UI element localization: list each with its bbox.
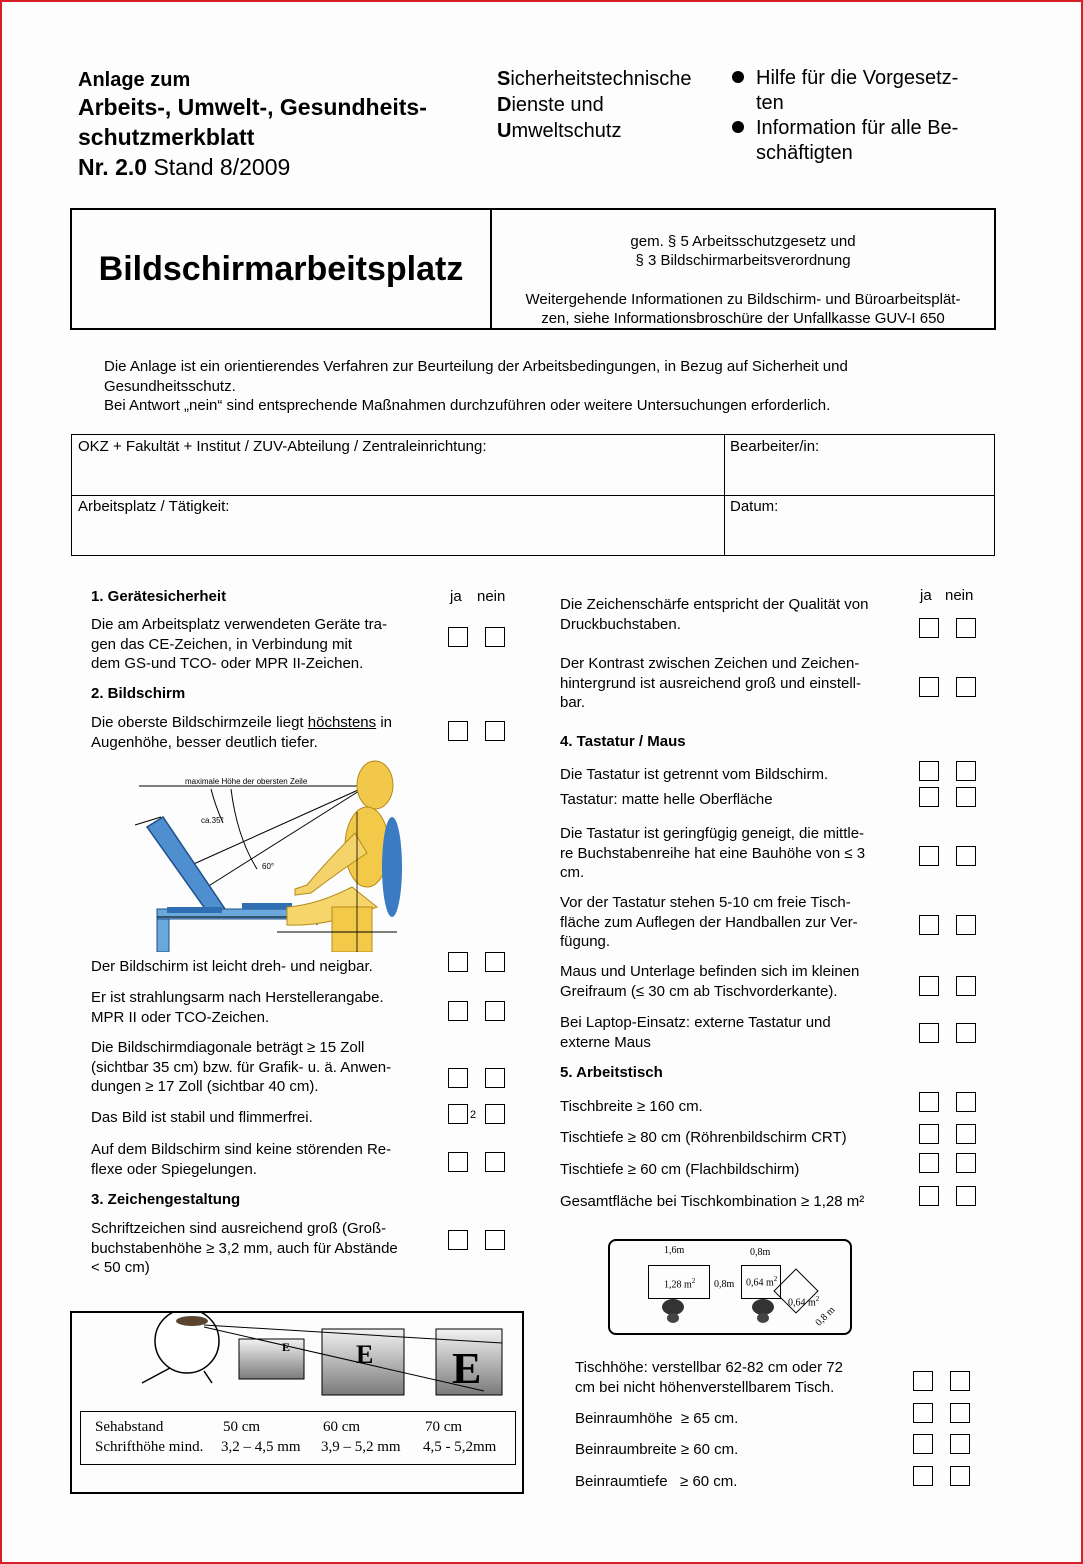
question-reflexe — [91, 1140, 391, 1179]
illus-angle-2: 60° — [262, 862, 275, 871]
checkbox-nein-beinraumbreite[interactable] — [950, 1434, 970, 1454]
field-datum-label: Datum: — [730, 498, 779, 515]
checkbox-nein-tischhoehe[interactable] — [950, 1371, 970, 1391]
audience-bullet-1 — [730, 66, 990, 116]
field-okz[interactable] — [72, 435, 724, 495]
checkbox-nein-diagonale[interactable] — [485, 1068, 505, 1088]
row1-60: 60 cm — [323, 1419, 361, 1435]
q-line: fügung. — [560, 933, 611, 950]
q-line: Schriftzeichen sind ausreichend groß (Groß- — [91, 1220, 387, 1237]
question-flimmerfrei: Das Bild ist stabil und flimmerfrei. — [91, 1109, 313, 1126]
checkbox-ja-reflexe[interactable] — [448, 1152, 468, 1172]
question-beinraumtiefe: Beinraumtiefe ≥ 60 cm. — [575, 1473, 738, 1490]
diag-sq: 2 — [773, 1275, 778, 1283]
checkbox-nein-ce[interactable] — [485, 627, 505, 647]
illus-label: maximale Höhe der obersten Zeile — [185, 777, 308, 786]
q-underline: höchstens — [307, 714, 377, 731]
checkbox-ja-gesamt[interactable] — [919, 1186, 939, 1206]
row2-label: Schrifthöhe mind. — [95, 1439, 204, 1455]
diag-width-1: 1,6m — [664, 1245, 685, 1256]
header-department — [497, 66, 727, 144]
question-tastatur-getrennt: Die Tastatur ist getrennt vom Bildschirm. — [560, 766, 829, 783]
dept-rest-1: icherheitstechnische — [510, 68, 692, 90]
checkbox-ja-getrennt[interactable] — [919, 761, 939, 781]
q-line: (sichtbar 35 cm) bzw. für Grafik- u. ä. Anwen- — [91, 1058, 392, 1076]
question-beinraumbreite: Beinraumbreite ≥ 60 cm. — [575, 1441, 739, 1458]
intro-line-2: Gesundheitsschutz. — [104, 377, 236, 395]
checkbox-ja-zeile[interactable] — [448, 721, 468, 741]
diag-width-2: 0,8m — [750, 1247, 771, 1258]
diag-sq: 2 — [815, 1295, 820, 1303]
field-arbeitsplatz[interactable] — [72, 495, 724, 555]
info-line-1: Weitergehende Informationen zu Bildschirm- und Büroarbeitsplät- — [525, 291, 961, 308]
diag-mid: 0,8m — [714, 1279, 735, 1290]
field-okz-label: OKZ + Fakultät + Institut / ZUV-Abteilung / Zentraleinrichtung: — [78, 438, 487, 455]
header-merkblatt-line2: schutzmerkblatt — [78, 124, 255, 150]
diag-area-1 — [664, 1277, 695, 1290]
law-line-2: § 3 Bildschirmarbeitsverordnung — [635, 252, 851, 269]
q-line: Der Kontrast zwischen Zeichen und Zeichen- — [560, 655, 860, 672]
checkbox-nein-tischbreite[interactable] — [956, 1092, 976, 1112]
header-left — [78, 68, 488, 182]
section-geraetesicherheit: 1. Gerätesicherheit — [91, 588, 227, 605]
q-line: Die Bildschirmdiagonale beträgt ≥ 15 Zoll — [91, 1039, 365, 1056]
checkbox-ja-beinraumhoehe[interactable] — [913, 1403, 933, 1423]
question-tastatur-matt: Tastatur: matte helle Oberfläche — [560, 791, 773, 808]
field-bearbeiter[interactable] — [724, 435, 994, 495]
checkbox-nein-strahlung[interactable] — [485, 1001, 505, 1021]
q-line: Tischhöhe: verstellbar 62-82 cm oder 72 — [575, 1359, 843, 1376]
checkbox-ja-tischhoehe[interactable] — [913, 1371, 933, 1391]
checkbox-ja-neigung[interactable] — [919, 846, 939, 866]
question-handballen — [560, 893, 858, 952]
diag-diagonal: 0,8 m — [813, 1304, 838, 1329]
question-schriftgroesse — [91, 1219, 398, 1278]
letter-e-medium: E — [356, 1340, 374, 1369]
q-line: Augenhöhe, besser deutlich tiefer. — [91, 733, 318, 751]
note-marker: 2 — [470, 1109, 477, 1121]
checkbox-nein-drehbar[interactable] — [485, 952, 505, 972]
q-line: Vor der Tastatur stehen 5-10 cm freie Tisch- — [560, 894, 851, 911]
checkbox-nein-tiefe-crt[interactable] — [956, 1124, 976, 1144]
q-line: Bei Laptop-Einsatz: externe Tastatur und — [560, 1014, 831, 1031]
checkbox-ja-flimmer[interactable] — [448, 1104, 468, 1124]
col-ja-left: ja — [450, 588, 462, 605]
q-line: fläche zum Auflegen der Handballen zur Ver- — [560, 913, 858, 931]
dept-line-3 — [497, 118, 727, 144]
audience-2-line1: Information für alle Be- — [756, 117, 959, 139]
question-tischtiefe-crt: Tischtiefe ≥ 80 cm (Röhrenbildschirm CRT) — [560, 1129, 847, 1146]
row1-label: Sehabstand — [95, 1419, 164, 1435]
letter-e-large: E — [452, 1344, 482, 1393]
section-tastatur-maus: 4. Tastatur / Maus — [560, 733, 686, 750]
checkbox-nein-getrennt[interactable] — [956, 761, 976, 781]
q-line: cm bei nicht höhenverstellbarem Tisch. — [575, 1378, 835, 1396]
checkbox-ja-schaerfe[interactable] — [919, 618, 939, 638]
info-table — [71, 434, 995, 556]
desk-combination-diagram — [608, 1239, 852, 1335]
header-anlage: Anlage zum — [78, 69, 191, 91]
law-line-1: gem. § 5 Arbeitsschutzgesetz und — [630, 233, 856, 250]
checkbox-ja-matt[interactable] — [919, 787, 939, 807]
question-tischhoehe — [575, 1358, 843, 1397]
field-datum[interactable] — [724, 495, 994, 555]
q-line: hintergrund ist ausreichend groß und einstell- — [560, 674, 862, 692]
checkbox-ja-strahlung[interactable] — [448, 1001, 468, 1021]
checkbox-ja-ce[interactable] — [448, 627, 468, 647]
title-legal-info — [492, 210, 994, 328]
eye-chart-illustration — [72, 1313, 522, 1408]
person-icon — [667, 1313, 679, 1323]
checkbox-ja-tiefe-flach[interactable] — [919, 1153, 939, 1173]
checkbox-nein-beinraumhoehe[interactable] — [950, 1403, 970, 1423]
checkbox-ja-tischbreite[interactable] — [919, 1092, 939, 1112]
q-line: Greifraum (≤ 30 cm ab Tischvorderkante). — [560, 982, 838, 1000]
diag-area-3-value: 0,64 m — [788, 1297, 816, 1309]
question-bildschirmzeile — [91, 713, 392, 752]
q-line: flexe oder Spiegelungen. — [91, 1160, 257, 1178]
dept-initial-2: D — [497, 94, 512, 116]
audience-1-line1: Hilfe für die Vorgesetz- — [756, 67, 959, 89]
q-line: buchstabenhöhe ≥ 3,2 mm, auch für Abstände — [91, 1239, 398, 1257]
checkbox-nein-gesamt[interactable] — [956, 1186, 976, 1206]
checkbox-ja-beinraumtiefe[interactable] — [913, 1466, 933, 1486]
section-zeichengestaltung: 3. Zeichengestaltung — [91, 1191, 241, 1208]
monitor-height-illustration — [127, 757, 412, 952]
row1-70: 70 cm — [425, 1419, 463, 1435]
reading-distance-figure — [70, 1311, 524, 1494]
q-line: Druckbuchstaben. — [560, 615, 681, 633]
row2-60: 3,9 – 5,2 mm — [321, 1439, 401, 1455]
row1-50: 50 cm — [223, 1419, 261, 1435]
checkbox-nein-maus[interactable] — [956, 976, 976, 996]
section-bildschirm: 2. Bildschirm — [91, 685, 186, 702]
checkbox-nein-reflexe[interactable] — [485, 1152, 505, 1172]
checkbox-nein-matt[interactable] — [956, 787, 976, 807]
reading-distance-table — [80, 1411, 516, 1465]
q-line: Er ist strahlungsarm nach Herstellerangabe. — [91, 989, 384, 1006]
col-nein-left: nein — [477, 588, 506, 605]
diag-area-3 — [788, 1295, 819, 1308]
page-title: Bildschirmarbeitsplatz — [72, 210, 492, 328]
q-line: Auf dem Bildschirm sind keine störenden Re- — [91, 1141, 392, 1158]
q-line: re Buchstabenreihe hat eine Bauhöhe von ≤ 3 — [560, 844, 866, 862]
dept-initial-3: U — [497, 120, 512, 142]
section-arbeitstisch: 5. Arbeitstisch — [560, 1064, 663, 1081]
question-ce-zeichen — [91, 615, 387, 674]
checkbox-ja-diagonale[interactable] — [448, 1068, 468, 1088]
dept-line-2 — [497, 92, 727, 118]
checkbox-ja-maus[interactable] — [919, 976, 939, 996]
title-box — [70, 208, 996, 330]
question-tastatur-neigung — [560, 824, 865, 883]
header-stand: Stand 8/2009 — [153, 154, 291, 180]
header-number — [78, 152, 488, 182]
q-part: in — [376, 714, 392, 731]
q-line: gen das CE-Zeichen, in Verbindung mit — [91, 635, 352, 653]
checkbox-nein-neigung[interactable] — [956, 846, 976, 866]
bullet-icon — [732, 121, 744, 133]
checkbox-ja-handballen[interactable] — [919, 915, 939, 935]
diag-area-2 — [746, 1275, 777, 1288]
checkbox-ja-tiefe-crt[interactable] — [919, 1124, 939, 1144]
question-gesamtflaeche: Gesamtfläche bei Tischkombination ≥ 1,28 m² — [560, 1193, 865, 1210]
checkbox-ja-drehbar[interactable] — [448, 952, 468, 972]
dept-rest-3: mweltschutz — [511, 120, 622, 142]
checkbox-ja-kontrast[interactable] — [919, 677, 939, 697]
checkbox-ja-schrift[interactable] — [448, 1230, 468, 1250]
question-strahlungsarm — [91, 988, 384, 1027]
question-laptop — [560, 1013, 831, 1052]
diag-area-1-value: 1,28 m — [664, 1279, 692, 1291]
intro-text — [104, 357, 964, 416]
checkbox-ja-beinraumbreite[interactable] — [913, 1434, 933, 1454]
question-kontrast — [560, 654, 861, 713]
header-merkblatt-line1: Arbeits-, Umwelt-, Gesundheits- — [78, 94, 427, 120]
dept-line-1 — [497, 66, 727, 92]
question-tischbreite: Tischbreite ≥ 160 cm. — [560, 1098, 703, 1115]
checkbox-nein-schaerfe[interactable] — [956, 618, 976, 638]
dept-rest-2: ienste und — [511, 94, 604, 116]
letter-e-small: E — [282, 1340, 291, 1354]
q-part: Die oberste Bildschirmzeile liegt — [91, 714, 308, 731]
checkbox-ja-laptop[interactable] — [919, 1023, 939, 1043]
checkbox-nein-laptop[interactable] — [956, 1023, 976, 1043]
q-line — [91, 713, 392, 733]
row2-50: 3,2 – 4,5 mm — [221, 1439, 301, 1455]
q-line: dungen ≥ 17 Zoll (sichtbar 40 cm). — [91, 1078, 319, 1095]
q-line: dem GS-und TCO- oder MPR II-Zeichen. — [91, 655, 364, 672]
q-line: MPR II oder TCO-Zeichen. — [91, 1008, 270, 1026]
bullet-icon — [732, 71, 744, 83]
col-ja-right: ja — [920, 587, 932, 604]
q-line: Die Zeichenschärfe entspricht der Qualität von — [560, 596, 869, 613]
diag-sq: 2 — [691, 1277, 696, 1285]
audience-2-line2: schäftigten — [756, 142, 853, 164]
audience-bullet-2 — [730, 116, 990, 166]
checkbox-nein-schrift[interactable] — [485, 1230, 505, 1250]
question-drehbar: Der Bildschirm ist leicht dreh- und neigbar. — [91, 958, 373, 975]
q-line: externe Maus — [560, 1033, 651, 1051]
intro-line-1: Die Anlage ist ein orientierendes Verfahren zur Beurteilung der Arbeitsbedingungen, in Bezug auf Sicherheit und — [104, 358, 848, 375]
dept-initial-1: S — [497, 68, 511, 90]
checkbox-nein-kontrast[interactable] — [956, 677, 976, 697]
checkbox-nein-tiefe-flach[interactable] — [956, 1153, 976, 1173]
checkbox-nein-flimmer[interactable] — [485, 1104, 505, 1124]
q-line: < 50 cm) — [91, 1259, 150, 1276]
illus-angle-1: ca.35° — [201, 816, 224, 825]
info-line-2: zen, siehe Informationsbroschüre der Unfallkasse GUV-I 650 — [541, 310, 945, 327]
q-line: bar. — [560, 694, 586, 711]
audience-1-line2: ten — [756, 92, 784, 114]
q-line: Die am Arbeitsplatz verwendeten Geräte tra- — [91, 616, 387, 633]
question-tischtiefe-flach: Tischtiefe ≥ 60 cm (Flachbildschirm) — [560, 1161, 800, 1178]
question-diagonale — [91, 1038, 391, 1097]
question-zeichenschaerfe — [560, 595, 869, 634]
header-nr: Nr. 2.0 — [78, 154, 148, 180]
checkbox-nein-zeile[interactable] — [485, 721, 505, 741]
q-line: Maus und Unterlage befinden sich im kleinen — [560, 963, 860, 980]
header-audience — [730, 66, 990, 166]
person-icon — [757, 1313, 769, 1323]
q-line: Die Tastatur ist geringfügig geneigt, die mittle- — [560, 825, 865, 842]
q-line: cm. — [560, 864, 585, 881]
checkbox-nein-handballen[interactable] — [956, 915, 976, 935]
field-arbeitsplatz-label: Arbeitsplatz / Tätigkeit: — [78, 498, 230, 515]
field-bearbeiter-label: Bearbeiter/in: — [730, 438, 820, 455]
col-nein-right: nein — [945, 587, 974, 604]
intro-line-3: Bei Antwort „nein“ sind entsprechende Maßnahmen durchzuführen oder weitere Untersuchungen erforderlich. — [104, 397, 831, 414]
row2-70: 4,5 - 5,2mm — [423, 1439, 497, 1455]
question-beinraumhoehe: Beinraumhöhe ≥ 65 cm. — [575, 1410, 739, 1427]
question-maus-greifraum — [560, 962, 859, 1001]
diag-area-2-value: 0,64 m — [746, 1277, 774, 1289]
checkbox-nein-beinraumtiefe[interactable] — [950, 1466, 970, 1486]
